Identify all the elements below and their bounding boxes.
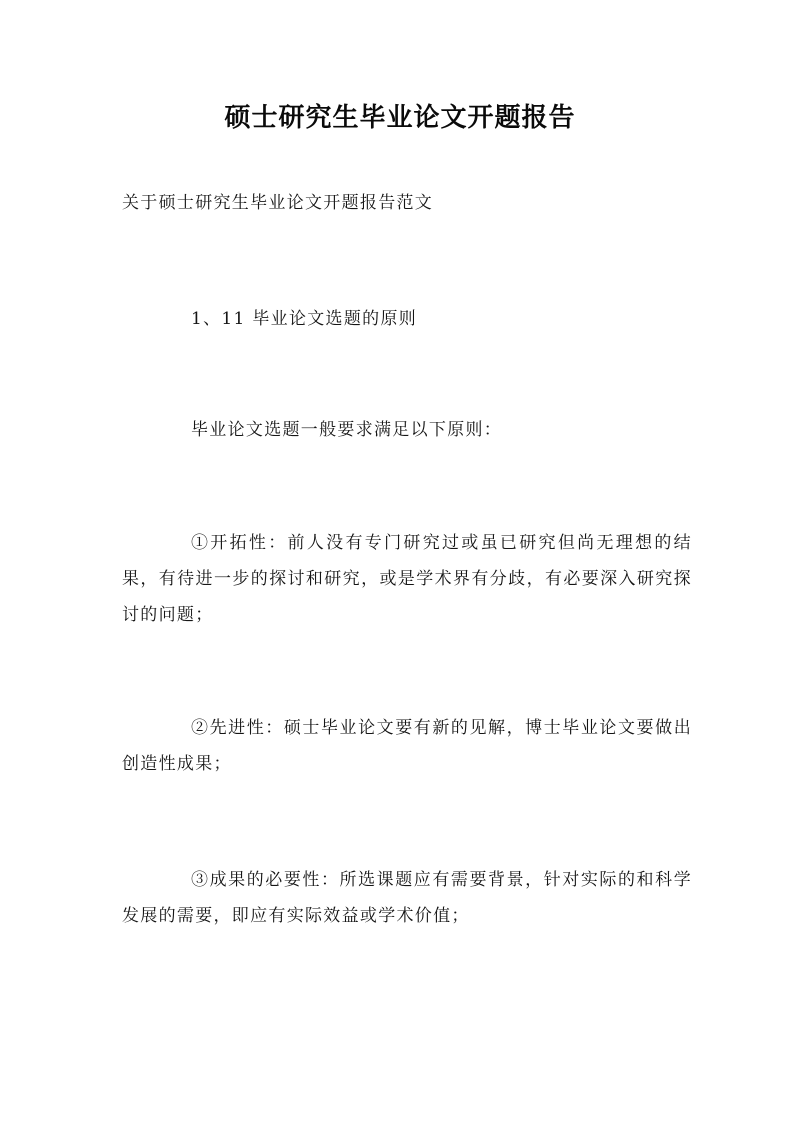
principle-item-1: ①开拓性：前人没有专门研究过或虽已研究但尚无理想的结果，有待进一步的探讨和研究，或是学术界有分歧，有必要深入研究探讨的问题；	[122, 533, 692, 625]
page-title: 硕士研究生毕业论文开题报告	[224, 103, 576, 133]
principle-item-3: ③成果的必要性：所选课题应有需要背景，针对实际的和科学发展的需要，即应有实际效益或学术价值；	[122, 870, 692, 926]
principle-item-2: ②先进性：硕士毕业论文要有新的见解，博士毕业论文要做出创造性成果；	[122, 718, 692, 774]
intro-paragraph: 关于硕士研究生毕业论文开题报告范文	[122, 193, 434, 213]
section-heading: 1、11 毕业论文选题的原则	[191, 309, 418, 329]
lead-paragraph: 毕业论文选题一般要求满足以下原则：	[191, 420, 503, 440]
